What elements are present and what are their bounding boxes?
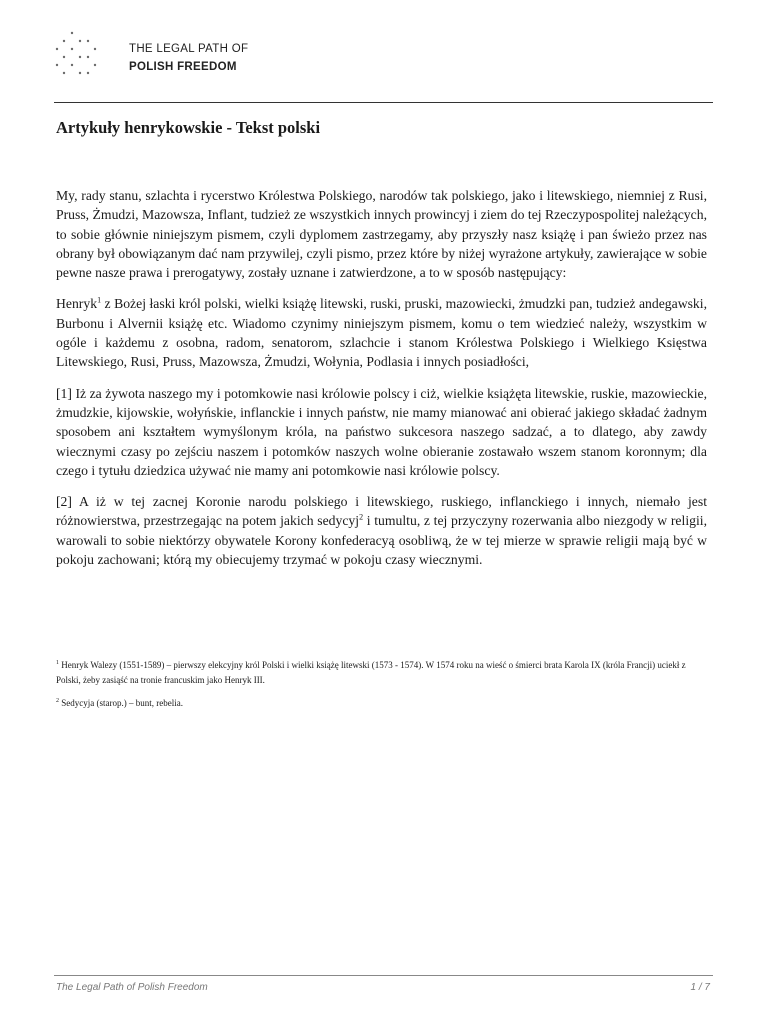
logo — [54, 30, 284, 80]
document-title: Artykuły henrykowskie - Tekst polski — [56, 118, 321, 137]
paragraph-article-2 — [56, 492, 707, 569]
header-divider — [54, 102, 713, 103]
footer-divider — [54, 975, 713, 976]
paragraph-intro — [56, 186, 707, 282]
paragraph-text: i tumultu, z tej przyczyny rozerwania albo niezgody w religii, warowali to sobie niektórzy obywatele Korony konfederacyą osobliwą, że w tej mierze w sprawie religii mają być w pokoju zachowani; którą my obiecujemy trzymać w pokoju czasy wiecznymi. — [56, 513, 707, 568]
logo-text-line1: THE LEGAL PATH OF — [129, 43, 249, 55]
paragraph-text: [1] Iż za żywota naszego my i potomkowie nasi królowie polscy i ciż, wielkie książęta litewskie, ruskie, mazowieckie, żmudzkie, kijowskie, wołyńskie, inflanckie i innych państw, nie mamy mianować ani obierać jakiego składać żadnym sposobem ani kształtem wymyślonym króla, na państwo sukcesora naszego sadzać, a to dlatego, aby zawdy wiecznymi czasy po zejściu naszem i potomków naszych wolne obieranie zostawało wszem stanom koronnym; dla czego i tytułu dziedzica używać nie mamy ani potomkowie nasi królowie polscy. — [56, 385, 707, 478]
paragraph-text: My, rady stanu, szlachta i rycerstwo Królestwa Polskiego, narodów tak polskiego, jako i litewskiego, niemniej z Rusi, Pruss, Żmudzi, Mazowsza, Inflant, tudzież ze wszystkich innych prowincyj i ziem do tej Rzeczypospolitej należących, to sobie głównie niniejszym pismem, czyli dyplomem zastrzegamy, aby przyszły nasz książę i pan świeżo przez nas obrany był obowiązanym dać nam przywilej, czyli pismo, przez które by niżej wyrażone artykuły, zawierające w sobie pewne nasze prawa i prerogatywy, zostały uznane i zatwierdzone, a to w sposób następujący: — [56, 188, 707, 281]
paragraph-henryk — [56, 294, 707, 371]
footnote-2 — [56, 696, 707, 711]
footnote-number: 2 — [56, 698, 59, 704]
document-body — [56, 186, 707, 581]
paragraph-text: z Bożej łaski król polski, wielki książę litewski, ruski, pruski, mazowiecki, żmudzki pan, tudzież andegawski, Burbonu i Alvernii książę etc. Wiadomo czynimy niniejszym pismem, komu o tem wiedzieć należy, wszystkim w ogóle i każdemu z osobna, radom, senatorom, szlachcie i stanom Królestwa Polskiego i Wielkiego Księstwa Litewskiego, Rusi, Pruss, Mazowsza, Żmudzi, Wołynia, Podlasia i innych posiadłości, — [56, 296, 707, 370]
footnote-number: 1 — [56, 660, 59, 666]
page-number: 1 / 7 — [690, 982, 710, 993]
footnote-text: Henryk Walezy (1551-1589) – pierwszy elekcyjny król Polski i wielki książę litewski (1573 - 1574). W 1574 roku na wieść o śmierci brata Karola IX (króla Francji) uciekł z Polski, żeby zasiąść na tronie francuskim jako Henryk III. — [56, 660, 686, 685]
footnote-ref-2[interactable]: 2 — [359, 512, 364, 522]
footnote-ref-1[interactable]: 1 — [97, 295, 102, 305]
paragraph-lead: Henryk — [56, 296, 98, 312]
footnotes — [56, 658, 707, 719]
footnote-1 — [56, 658, 707, 688]
paragraph-lead: [2] A iż w tej zacnej Koronie narodu polskiego i litewskiego, ruskiego, inflanckiego i innych, niemało jest różnowierstwa, przestrzegając na potem jakich sedycyj — [56, 494, 707, 529]
footer-title: The Legal Path of Polish Freedom — [56, 982, 208, 993]
logo-text-line2: POLISH FREEDOM — [129, 61, 237, 73]
dotted-logo-icon — [54, 30, 110, 80]
footnote-text: Sedycyja (starop.) – bunt, rebelia. — [59, 698, 183, 708]
paragraph-article-1 — [56, 384, 707, 480]
